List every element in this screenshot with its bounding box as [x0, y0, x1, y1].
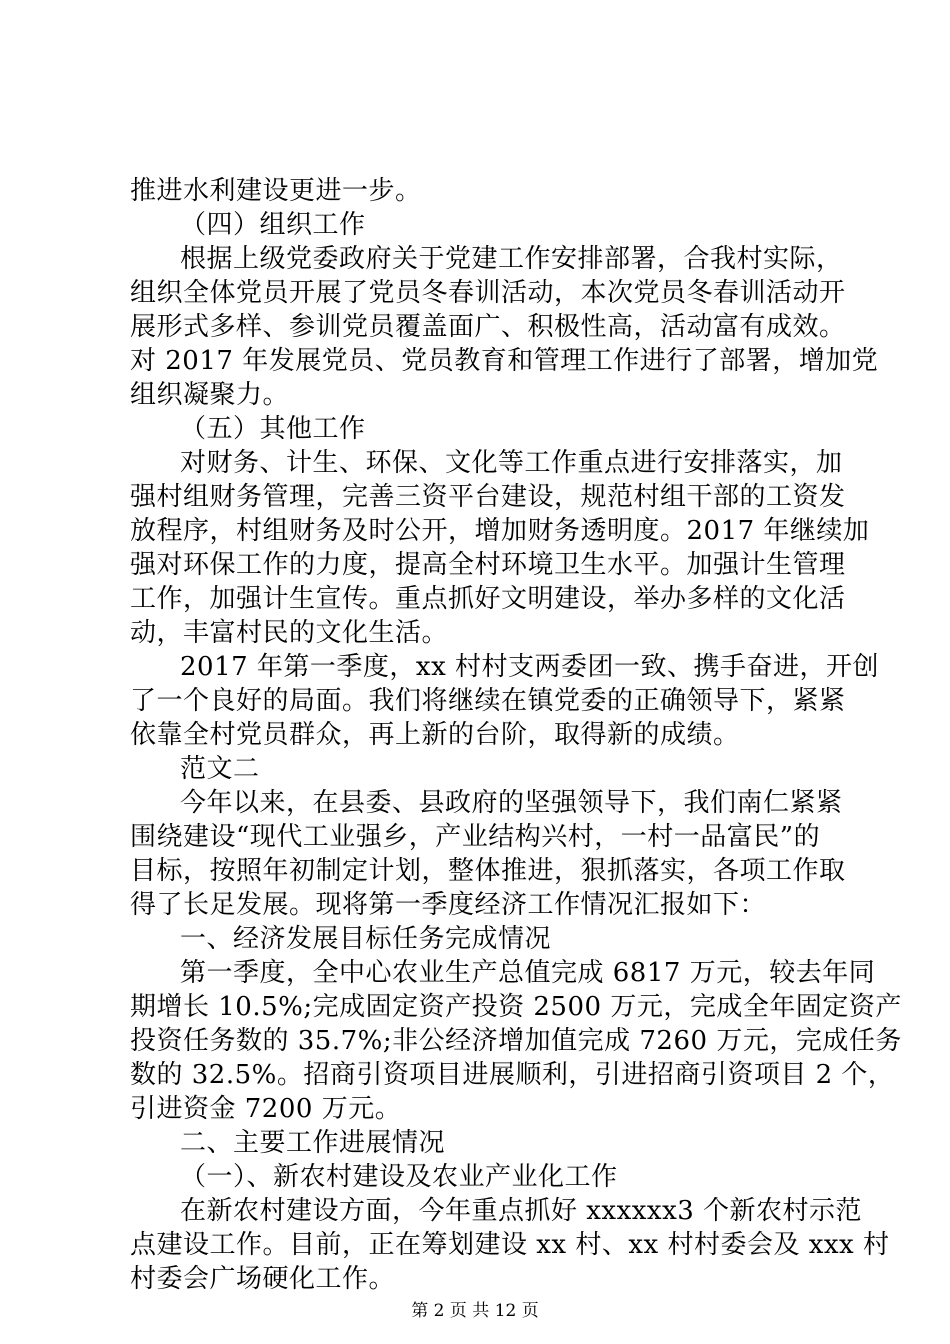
page-number-footer: 第 2 页 共 12 页: [411, 1301, 539, 1321]
section-heading: 一、经济发展目标任务完成情况: [180, 924, 552, 954]
text-line: 展形式多样、参训党员覆盖面广、积极性高，活动富有成效。: [130, 312, 846, 342]
text-line: 投资任务数的 35.7%;非公经济增加值完成 7260 万元，完成任务: [130, 1026, 902, 1056]
text-line: 数的 32.5%。招商引资项目进展顺利，引进招商引资项目 2 个，: [130, 1060, 895, 1090]
section-heading: （四）组织工作: [180, 210, 366, 240]
text-line: 依靠全村党员群众，再上新的台阶，取得新的成绩。: [130, 720, 740, 750]
text-line: 工作，加强计生宣传。重点抓好文明建设，举办多样的文化活: [130, 584, 846, 614]
text-line: 强村组财务管理，完善三资平台建设，规范村组干部的工资发: [130, 482, 846, 512]
text-line: 了一个良好的局面。我们将继续在镇党委的正确领导下，紧紧: [130, 686, 846, 716]
paragraph-start: 2017 年第一季度，xx 村村支两委团一致、携手奋进，开创: [180, 652, 880, 682]
text-line: 目标，按照年初制定计划，整体推进，狠抓落实，各项工作取: [130, 856, 846, 886]
text-line: 动，丰富村民的文化生活。: [130, 618, 449, 648]
paragraph-start: 在新农村建设方面，今年重点抓好 xxxxxx3 个新农村示范: [180, 1196, 863, 1226]
text-line: 推进水利建设更进一步。: [130, 176, 422, 206]
text-line: 围绕建设“现代工业强乡，产业结构兴村，一村一品富民”的: [130, 822, 821, 852]
paragraph-start: 今年以来，在县委、县政府的坚强领导下，我们南仁紧紧: [180, 788, 843, 818]
section-heading: （五）其他工作: [180, 414, 366, 444]
text-line: 放程序，村组财务及时公开，增加财务透明度。2017 年继续加: [130, 516, 870, 546]
text-line: 组织全体党员开展了党员冬春训活动，本次党员冬春训活动开: [130, 278, 846, 308]
paragraph-start: 第一季度，全中心农业生产总值完成 6817 万元，较去年同: [180, 958, 876, 988]
paragraph-start: 对财务、计生、环保、文化等工作重点进行安排落实，加: [180, 448, 843, 478]
section-heading: 范文二: [180, 754, 260, 784]
subsection-heading: （一）、新农村建设及农业产业化工作: [180, 1162, 618, 1192]
text-line: 期增长 10.5%;完成固定资产投资 2500 万元，完成全年固定资产: [130, 992, 902, 1022]
text-line: 引进资金 7200 万元。: [130, 1094, 402, 1124]
text-line: 对 2017 年发展党员、党员教育和管理工作进行了部署，增加党: [130, 346, 879, 376]
text-line: 强对环保工作的力度，提高全村环境卫生水平。加强计生管理: [130, 550, 846, 580]
text-line: 村委会广场硬化工作。: [130, 1264, 396, 1294]
paragraph-start: 根据上级党委政府关于党建工作安排部署，合我村实际，: [180, 244, 843, 274]
text-line: 得了长足发展。现将第一季度经济工作情况汇报如下：: [130, 890, 767, 920]
text-line: 点建设工作。目前，正在筹划建设 xx 村、xx 村村委会及 xxx 村: [130, 1230, 890, 1260]
text-line: 组织凝聚力。: [130, 380, 290, 410]
section-heading: 二、主要工作进展情况: [180, 1128, 446, 1158]
